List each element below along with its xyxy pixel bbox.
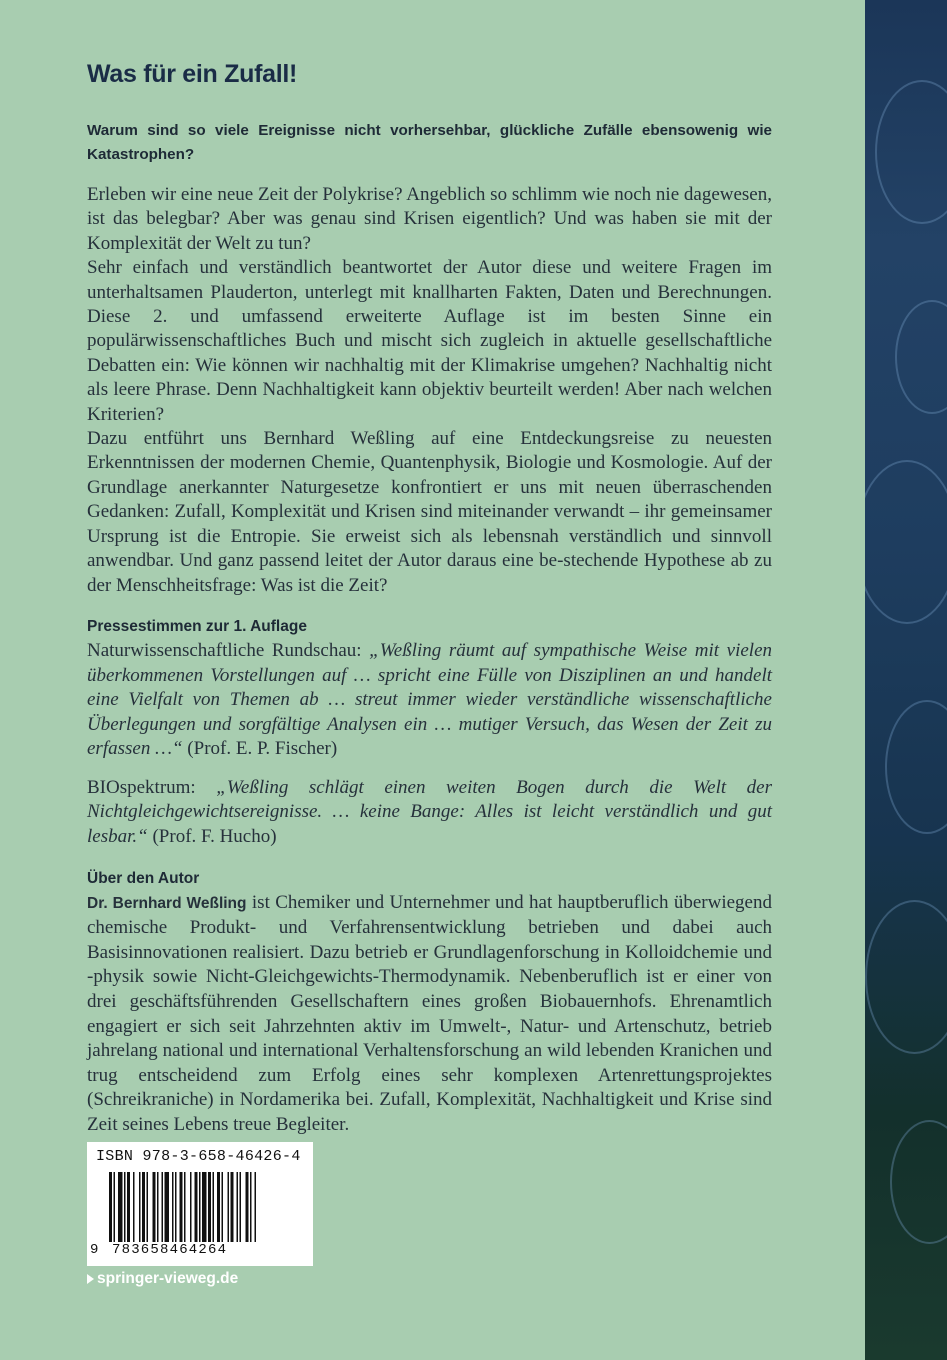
barcode-first-digit: 9 [90,1242,99,1258]
description [87,183,772,598]
quote-source: Naturwissenschaftliche Rundschau: [87,639,370,661]
author-name: Dr. Bernhard Weßling [87,894,247,912]
arrow-right-icon [87,1274,94,1284]
book-title: Was für ein Zufall! [87,60,298,88]
description-paragraph-2: Sehr einfach und verständlich beantwortet der Autor diese und weitere Fragen im unterhaltsamen Plauderton, unterlegt mit knallharten Fakten, Daten und Berechnungen. Diese 2. und umfassend erweiterte Auflage ist im besten Sinne ein populärwissenschaftliches Buch und mischt sich zugleich in aktuelle gesellschaftliche Debatten ein: Wie können wir nachhaltig mit der Klimakrise umgehen? Nachhaltig nicht als leere Phrase. Denn Nachhaltigkeit kann objektiv beurteilt werden! Aber nach welchen Kriterien? [87,257,772,425]
description-paragraph-1: Erleben wir eine neue Zeit der Polykrise? Angeblich so schlimm wie noch nie dagewesen, ist das belegbar? Aber was genau sind Krisen eigentlich? Und was haben sie mit der Komplexität der Welt zu tun? [87,184,772,254]
cover-spine-image [865,0,947,1360]
isbn-number: ISBN 978-3-658-46426-4 [96,1148,301,1165]
quote-source: BIOspektrum: [87,776,217,798]
publisher-url: springer-vieweg.de [97,1270,239,1287]
back-cover-text [87,60,772,1138]
publisher-link[interactable] [87,1270,238,1288]
press-quote-2 [87,776,772,850]
about-text [87,891,772,1138]
quote-author: (Prof. E. P. Fischer) [182,738,338,760]
barcode-digit-string: 783658464264 [112,1242,228,1258]
press-heading: Pressestimmen zur 1. Auflage [87,617,307,635]
press-quote-1 [87,639,772,762]
description-paragraph-3: Dazu entführt uns Bernhard Weßling auf eine Entdeckungsreise zu neuesten Erkenntnissen der modernen Chemie, Quantenphysik, Biologie und Kosmologie. Auf der Grundlage anerkannter Naturgesetze konfrontiert er uns mit neuen überraschenden Gedanken: Zufall, Komplexität und Krisen sind miteinander verwandt – ihr gemeinsamer Ursprung ist die Entropie. Sie erweist sich als lebensnah verständlich und sinnvoll anwendbar. Und ganz passend leitet der Autor daraus eine be-stechende Hypothese ab zu der Menschheitsfrage: Was ist die Zeit? [87,428,772,596]
about-heading: Über den Autor [87,869,200,887]
quote-author: (Prof. F. Hucho) [147,826,277,848]
quote-text: „Weßling räumt auf sympathische Weise mit vielen überkommenen Vorstellungen auf … spricht eine Fülle von Disziplinen an und handelt eine Vielfalt von Themen ab … streut immer wieder verständliche wissenschaftliche Überlegungen und sorgfältige Analysen ein … mutiger Versuch, das Wesen der Zeit zu erfassen …“ [87,639,773,760]
quote-text: „Weßling schlägt einen weiten Bogen durch die Welt der Nichtgleichgewichtsereignisse. … keine Bange: Alles ist leicht verständlich und gut lesbar.“ [87,776,772,848]
lead-question: Warum sind so viele Ereignisse nicht vorhersehbar, glückliche Zufälle ebensowenig wie Katastrophen? [87,122,772,163]
author-bio: ist Chemiker und Unternehmer und hat hauptberuflich überwiegend chemische Produkt- und Verfahrensentwicklung betrieben und dabei auch Basisinnovationen realisiert. Dazu betrieb er Grundlagenforschung in Kolloidchemie und -physik sowie Nicht-Gleichgewichts-Thermodynamik. Nebenberuflich ist er einer von drei geschäftsführenden Gesellschaftern eines großen Biobauernhofs. Ehrenamtlich engagiert er sich seit Jahrzehnten aktiv im Umwelt-, Natur- und Artenschutz, betrieb jahrelang national und international Verhaltensforschung an wild lebenden Kranichen und trug entscheidend zum Erfolg eines sehr komplexen Artenrettungsprojektes (Schreikraniche) in Nordamerika bei. Zufall, Komplexität, Nachhaltigkeit und Krise sind Zeit seines Lebens treue Begleiter. [87,891,772,1135]
isbn-barcode [87,1142,313,1266]
